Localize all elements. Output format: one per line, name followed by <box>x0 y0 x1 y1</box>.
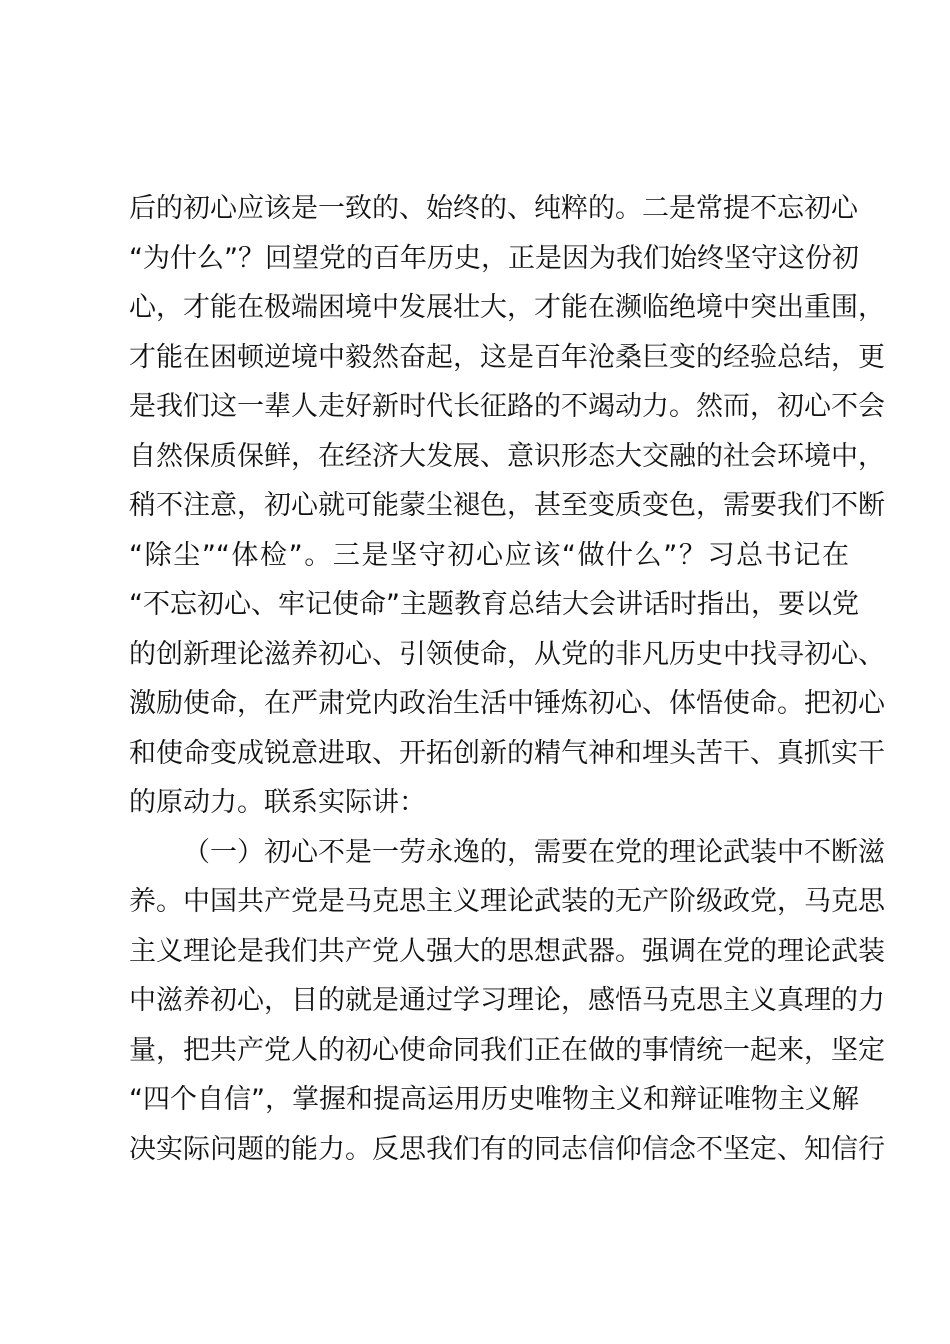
text-line: “四个自信”，掌握和提高运用历史唯物主义和辩证唯物主义解 <box>129 1084 859 1115</box>
text-line: “为什么”？回望党的百年历史，正是因为我们始终坚守这份初 <box>129 242 859 274</box>
text-line: 和使命变成锐意进取、开拓创新的精气神和埋头苦干、真抓实干 <box>129 737 885 769</box>
text-line: 的创新理论滋养初心、引领使命，从党的非凡历史中找寻初心、 <box>129 638 885 670</box>
text-line: 养。中国共产党是马克思主义理论武装的无产阶级政党，马克思 <box>129 886 885 917</box>
text-line: 才能在困顿逆境中毅然奋起，这是百年沧桑巨变的经验总结，更 <box>129 341 885 373</box>
section-heading-line: （一）初心不是一劳永逸的，需要在党的理论武装中不断滋 <box>183 836 885 868</box>
text-line: 心，才能在极端困境中发展壮大，才能在濒临绝境中突出重围， <box>129 292 885 323</box>
text-line: “不忘初心、牢记使命”主题教育总结大会讲话时指出，要以党 <box>129 589 859 620</box>
text-line: 激励使命，在严肃党内政治生活中锤炼初心、体悟使命。把初心 <box>129 688 885 719</box>
text-line: 自然保质保鲜，在经济大发展、意识形态大交融的社会环境中， <box>129 440 885 472</box>
text-line: 后的初心应该是一致的、始终的、纯粹的。二是常提不忘初心 <box>129 193 858 224</box>
text-line: 量，把共产党人的初心使命同我们正在做的事情统一起来，坚定 <box>129 1034 885 1066</box>
text-line: 是我们这一辈人走好新时代长征路的不竭动力。然而，初心不会 <box>129 391 885 422</box>
text-line: 主义理论是我们共产党人强大的思想武器。强调在党的理论武装 <box>129 935 885 967</box>
text-line: 稍不注意，初心就可能蒙尘褪色，甚至变质变色，需要我们不断 <box>129 490 885 521</box>
text-line: 中滋养初心，目的就是通过学习理论，感悟马克思主义真理的力 <box>129 985 885 1016</box>
body-text <box>129 184 885 1174</box>
text-line: 决实际问题的能力。反思我们有的同志信仰信念不坚定、知信行 <box>129 1133 885 1165</box>
text-line: “除尘”“体检”。三是坚守初心应该“做什么”？习总书记在 <box>129 539 849 571</box>
text-line: 的原动力。联系实际讲： <box>129 787 426 818</box>
